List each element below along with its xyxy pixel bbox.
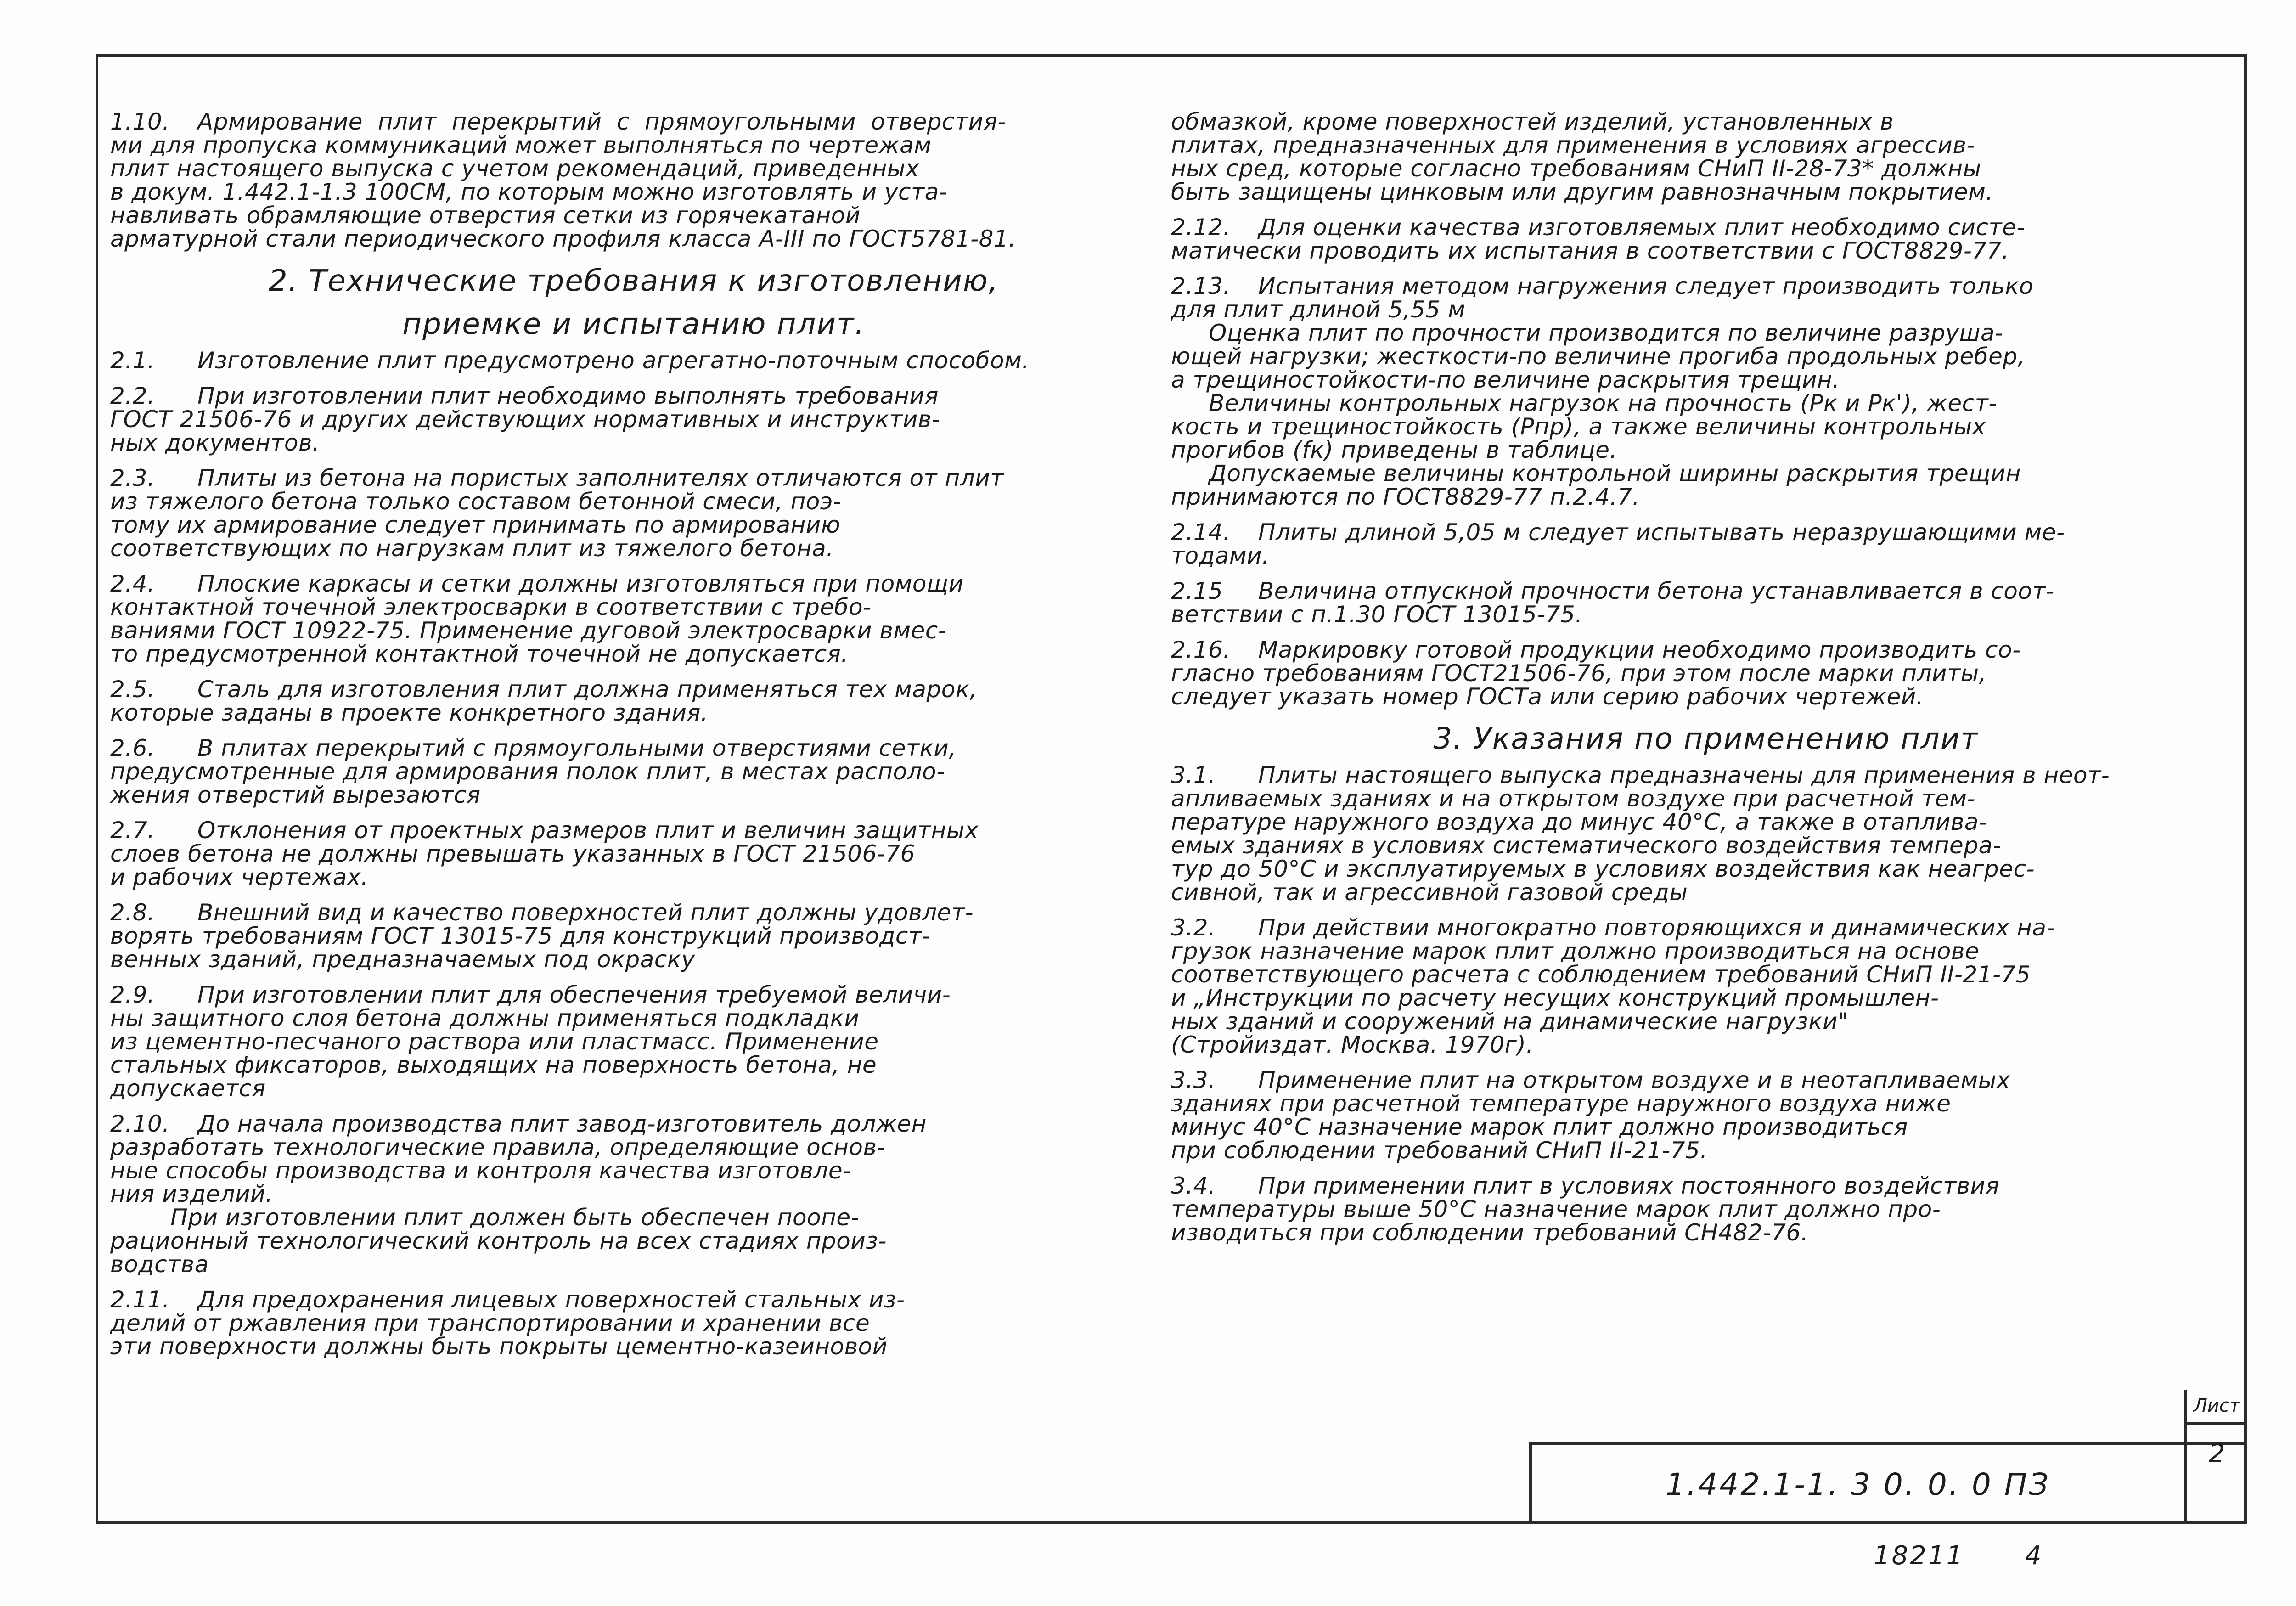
clause-line: Сталь для изготовления плит должна применяться тех марок, (197, 676, 977, 703)
clause (1171, 916, 2241, 1057)
clause-line: плит настоящего выпуска с учетом рекомендаций, приведенных (110, 155, 919, 182)
clause-line: следует указать номер ГОСТа или серию рабочих чертежей. (1171, 683, 1924, 710)
clause-number: 2.16. (1171, 637, 1231, 663)
clause (1171, 764, 2241, 904)
clause-number: 3.3. (1171, 1067, 1216, 1093)
clause-line: зданиях при расчетной температуре наружного воздуха ниже (1171, 1090, 1951, 1117)
inventory-number: 18211 (1874, 1541, 1965, 1571)
clause-line: ворять требованиям ГОСТ 13015-75 для конструкций производст- (110, 923, 931, 949)
sheet-cell (2184, 1390, 2247, 1524)
clause (110, 737, 1157, 807)
clause-line: жения отверстий вырезаются (110, 782, 481, 808)
clause-line: (Стройиздат. Москва. 1970г). (1171, 1031, 1534, 1058)
clause-number: 2.11. (110, 1286, 170, 1313)
clause-line: навливать обрамляющие отверстия сетки из горячекатаной (110, 202, 861, 229)
clause-first-line (110, 678, 1157, 701)
clause (110, 1288, 1157, 1358)
clause-first-line (110, 737, 1157, 760)
clause-line: кость и трещиностойкость (Pпр), а также величины контрольных (1171, 413, 1986, 440)
clause-first-line (110, 467, 1157, 490)
left-column (110, 110, 1157, 1370)
clause-line: пературе наружного воздуха до минус 40°С, а также в отаплива- (1171, 809, 1987, 835)
clause-line: венных зданий, предназначаемых под окраску (110, 946, 695, 973)
clause-number: 3.1. (1171, 762, 1216, 789)
clause-first-line (1171, 764, 2241, 787)
clause-number: 2.3. (110, 465, 155, 491)
clause-number: 2.15 (1171, 578, 1223, 604)
clause-line: прогибов (fк) приведены в таблице. (1171, 437, 1617, 463)
clause-line: тур до 50°С и эксплуатируемых в условиях воздействия как неагрес- (1171, 856, 2035, 882)
clause-first-line (1171, 521, 2241, 544)
section-2-title: 2. Технические требования к изготовлению, (268, 264, 999, 298)
clause-line: Оценка плит по прочности производится по величине разруша- (1171, 320, 2003, 346)
clause-line: для плит длиной 5,55 м (1171, 296, 1466, 323)
clause (1171, 638, 2241, 709)
clause-number: 1.10. (110, 108, 170, 135)
sheet-label: Лист (2187, 1390, 2247, 1425)
clause-line: ны защитного слоя бетона должны применяться подкладки (110, 1005, 860, 1031)
clause-line: Для предохранения лицевых поверхностей стальных из- (197, 1286, 905, 1313)
clause-line: рационный технологический контроль на всех стадиях произ- (110, 1228, 887, 1254)
clause-line: из цементно-песчаного раствора или пластмасс. Применение (110, 1028, 879, 1055)
clause-first-line (110, 819, 1157, 842)
clause-line: апливаемых зданиях и на открытом воздухе при расчетной тем- (1171, 785, 1975, 812)
clause-line: изводиться при соблюдении требований СН482-76. (1171, 1219, 1809, 1246)
clause-line: тодами. (1171, 542, 1270, 569)
clause-first-line (110, 384, 1157, 408)
clause-line: Плиты настоящего выпуска предназначены для применения в неот- (1258, 762, 2110, 789)
clause-first-line (110, 983, 1157, 1007)
clause-first-line (110, 901, 1157, 924)
clause-line: При изготовлении плит для обеспечения требуемой величи- (197, 981, 951, 1008)
clause-line: При применении плит в условиях постоянного воздействия (1258, 1172, 2000, 1199)
clause-line: стальных фиксаторов, выходящих на поверхность бетона, не (110, 1052, 877, 1078)
clause-line: предусмотренные для армирования полок плит, в местах располо- (110, 758, 945, 785)
clause-line: в докум. 1.442.1-1.3 100СМ, по которым можно изготовлять и уста- (110, 179, 948, 205)
clause-line: обмазкой, кроме поверхностей изделий, установленных в (1171, 108, 1894, 135)
clause-line: плитах, предназначенных для применения в условиях агрессив- (1171, 132, 1975, 158)
clause-number: 2.6. (110, 735, 155, 761)
clause-line: гласно требованиям ГОСТ21506-76, при этом после марки плиты, (1171, 660, 1987, 687)
clause (110, 384, 1157, 455)
clause-number: 2.14. (1171, 519, 1231, 546)
clause-line: Величины контрольных нагрузок на прочность (Pк и Pк'), жест- (1171, 390, 1997, 417)
clause (110, 1112, 1157, 1276)
clause (1171, 580, 2241, 626)
clause-first-line (110, 1112, 1157, 1136)
clause-line: которые заданы в проекте конкретного здания. (110, 699, 709, 726)
clause-number: 2.13. (1171, 273, 1231, 299)
clause-line: принимаются по ГОСТ8829-77 п.2.4.7. (1171, 484, 1640, 510)
clause-line: ющей нагрузки; жесткости-по величине прогиба продольных ребер, (1171, 343, 2026, 370)
clause (110, 819, 1157, 889)
clause-line: емых зданиях в условиях систематического воздействия темпера- (1171, 832, 2002, 859)
clause-line: тому их армирование следует принимать по армированию (110, 512, 841, 538)
clause-line: Для оценки качества изготовляемых плит необходимо систе- (1258, 214, 2025, 241)
clause-line: ми для пропуска коммуникаций может выполняться по чертежам (110, 132, 932, 158)
clause-number: 2.10. (110, 1110, 170, 1137)
clause-line: Внешний вид и качество поверхностей плит должны удовлет- (197, 899, 974, 926)
clause-line: эти поверхности должны быть покрыты цементно-казеиновой (110, 1333, 888, 1360)
clause-line: соответствующих по нагрузкам плит из тяжелого бетона. (110, 535, 834, 562)
clause-line: грузок назначение марок плит должно производиться на основе (1171, 938, 1980, 964)
clause-line: ных зданий и сооружений на динамические нагрузки" (1171, 1008, 1849, 1035)
clause-line: делий от ржавления при транспортировании и хранении все (110, 1310, 870, 1336)
clause-line: сивной, так и агрессивной газовой среды (1171, 879, 1688, 906)
section-2-title-cont: приемке и испытанию плит. (402, 307, 865, 341)
clause (110, 467, 1157, 560)
clause-line: Армирование плит перекрытий с прямоугольными отверстия- (197, 108, 1006, 135)
clause-line: и рабочих чертежах. (110, 864, 369, 890)
clause-line: До начала производства плит завод-изготовитель должен (197, 1110, 927, 1137)
clause-line: ГОСТ 21506-76 и других действующих нормативных и инструктив- (110, 406, 940, 433)
clause-line: Применение плит на открытом воздухе и в неотапливаемых (1258, 1067, 2010, 1093)
clause-line: Плоские каркасы и сетки должны изготовляться при помощи (197, 570, 964, 597)
clause (1171, 1174, 2241, 1245)
clause-line: арматурной стали периодического профиля класса А-III по ГОСТ5781-81. (110, 225, 1016, 252)
clause-line: ваниями ГОСТ 10922-75. Применение дуговой электросварки вмес- (110, 617, 947, 644)
document-code: 1.442.1-1. 3 0. 0. 0 ПЗ (1666, 1466, 2050, 1502)
clause-line: Плиты из бетона на пористых заполнителях отличаются от плит (197, 465, 1004, 491)
clause-line: Допускаемые величины контрольной ширины раскрытия трещин (1171, 460, 2021, 487)
clause-line: то предусмотренной контактной точечной не допускается. (110, 641, 849, 667)
clause-line: Плиты длиной 5,05 м следует испытывать неразрушающими ме- (1258, 519, 2065, 546)
clause-first-line (110, 349, 1157, 372)
clause-number: 2.8. (110, 899, 155, 926)
clause (110, 678, 1157, 725)
clause-line: ния изделий. (110, 1181, 273, 1207)
clause-first-line (1171, 580, 2241, 603)
clause-line: соответствующего расчета с соблюдением требований СНиП II-21-75 (1171, 961, 2031, 988)
clause-first-line (1171, 916, 2241, 940)
clause-first-line (110, 572, 1157, 596)
clause-line: При изготовлении плит должен быть обеспечен поопе- (110, 1204, 860, 1231)
clause-line: а трещиностойкости-по величине раскрытия трещин. (1171, 366, 1840, 393)
clause-line: Маркировку готовой продукции необходимо производить со- (1258, 637, 2021, 663)
sheet-number: 2 (2208, 1439, 2225, 1469)
clause-line: водства (110, 1251, 209, 1278)
clause-line: Величина отпускной прочности бетона устанавливается в соот- (1258, 578, 2054, 604)
clause-number: 2.7. (110, 817, 155, 844)
clause-first-line (1171, 216, 2241, 239)
clause (110, 983, 1157, 1100)
clause-line: Испытания методом нагружения следует производить только (1258, 273, 2034, 299)
page-number: 4 (2025, 1541, 2043, 1571)
clause (110, 572, 1157, 666)
clause-number: 2.1. (110, 347, 155, 374)
clause-number: 2.4. (110, 570, 155, 597)
clause-line: слоев бетона не должны превышать указанных в ГОСТ 21506-76 (110, 840, 915, 867)
clause-line: допускается (110, 1075, 266, 1102)
clause (110, 349, 1157, 372)
clause-line: при соблюдении требований СНиП II-21-75. (1171, 1137, 1708, 1164)
clause-line: При изготовлении плит необходимо выполнять требования (197, 383, 939, 409)
clause-number: 3.2. (1171, 914, 1216, 941)
clause-line: и „Инструкции по расчету несущих конструкций промышлен- (1171, 985, 1939, 1011)
section-3-clauses (1171, 764, 2241, 1245)
clause (1171, 275, 2241, 509)
clause-line: матически проводить их испытания в соответствии с ГОСТ8829-77. (1171, 237, 2009, 264)
clause-line: В плитах перекрытий с прямоугольными отверстиями сетки, (197, 735, 957, 761)
clause (1171, 216, 2241, 263)
clause-2-11-continuation (1171, 110, 2241, 204)
clause (110, 901, 1157, 971)
section-2-clauses (110, 349, 1157, 1358)
clause-line: разработать технологические правила, определяющие основ- (110, 1134, 886, 1161)
section-3-title: 3. Указания по применению плит (1433, 722, 1979, 756)
clause-line: температуры выше 50°С назначение марок плит должно про- (1171, 1196, 1941, 1223)
clause (1171, 1069, 2241, 1162)
right-column (1171, 110, 2241, 1257)
clause-line: Изготовление плит предусмотрено агрегатно-поточным способом. (197, 347, 1030, 374)
clause-line: ные способы производства и контроля качества изготовле- (110, 1157, 851, 1184)
clause (1171, 521, 2241, 568)
clause-line: минус 40°С назначение марок плит должно производиться (1171, 1114, 1908, 1140)
title-block (1529, 1395, 2247, 1524)
clause-number: 2.9. (110, 981, 155, 1008)
clause-first-line (1171, 638, 2241, 662)
clause-line: При действии многократно повторяющихся и динамических на- (1258, 914, 2055, 941)
clause-1-10 (110, 110, 1157, 251)
clause-line: ных сред, которые согласно требованиям СНиП II-28-73* должны (1171, 155, 1981, 182)
clause-first-line (1171, 1174, 2241, 1198)
clause-line: контактной точечной электросварки в соответствии с требо- (110, 594, 872, 620)
clause-number: 2.12. (1171, 214, 1231, 241)
clause-line: ных документов. (110, 429, 320, 456)
clause-first-line (110, 1288, 1157, 1312)
clause-line: ветствии с п.1.30 ГОСТ 13015-75. (1171, 601, 1583, 628)
section-2-clauses-cont (1171, 216, 2241, 709)
clause-line: из тяжелого бетона только составом бетонной смеси, поэ- (110, 488, 842, 515)
clause-line: Отклонения от проектных размеров плит и величин защитных (197, 817, 979, 844)
clause-number: 2.5. (110, 676, 155, 703)
clause-line: быть защищены цинковым или другим равнозначным покрытием. (1171, 179, 1993, 205)
clause-first-line (1171, 275, 2241, 298)
clause-number: 3.4. (1171, 1172, 1216, 1199)
clause-first-line (1171, 1069, 2241, 1092)
clause-number: 2.2. (110, 383, 155, 409)
